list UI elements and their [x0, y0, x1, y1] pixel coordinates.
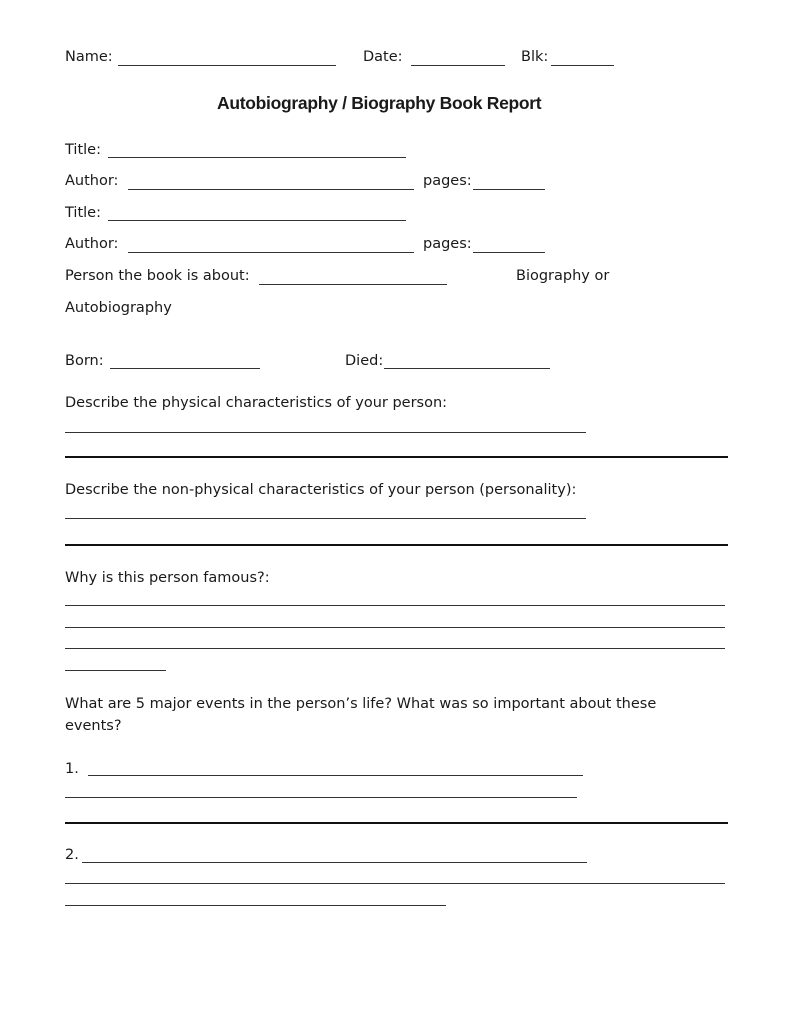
famous-answer-line-3[interactable]: [65, 648, 725, 649]
person-about-label: Person the book is about:: [65, 268, 250, 284]
book-2-author-field[interactable]: [128, 252, 414, 253]
name-field[interactable]: [118, 65, 336, 66]
event-1-number: 1.: [65, 761, 79, 777]
famous-question: Why is this person famous?:: [65, 570, 270, 586]
physical-answer-line-2[interactable]: [65, 456, 728, 458]
non-physical-answer-line-1[interactable]: [65, 518, 586, 519]
book-1-title-label: Title:: [65, 142, 101, 158]
book-1-pages-label: pages:: [423, 173, 472, 189]
page-title: Autobiography / Biography Book Report: [217, 93, 542, 113]
born-field[interactable]: [110, 368, 260, 369]
died-field[interactable]: [384, 368, 550, 369]
events-question-line2: events?: [65, 718, 122, 734]
name-label: Name:: [65, 49, 113, 65]
non-physical-question: Describe the non-physical characteristics of your person (personality):: [65, 482, 577, 498]
blk-field[interactable]: [551, 65, 614, 66]
born-label: Born:: [65, 353, 104, 369]
book-1-author-label: Author:: [65, 173, 119, 189]
event-2-answer-line-1[interactable]: [82, 862, 587, 863]
book-2-pages-field[interactable]: [473, 252, 545, 253]
event-1-answer-line-3[interactable]: [65, 822, 728, 824]
book-2-title-field[interactable]: [108, 220, 406, 221]
book-1-author-field[interactable]: [128, 189, 414, 190]
non-physical-answer-line-2[interactable]: [65, 544, 728, 546]
event-2-number: 2.: [65, 847, 79, 863]
book-1-title-field[interactable]: [108, 157, 406, 158]
blk-label: Blk:: [521, 49, 549, 65]
died-label: Died:: [345, 353, 384, 369]
book-2-pages-label: pages:: [423, 236, 472, 252]
book-type-label-line1: Biography or: [516, 268, 610, 284]
book-1-pages-field[interactable]: [473, 189, 545, 190]
physical-question: Describe the physical characteristics of your person:: [65, 395, 448, 411]
famous-answer-line-1[interactable]: [65, 605, 725, 606]
events-question-line1: What are 5 major events in the person’s life? What was so important about these: [65, 696, 657, 712]
date-label: Date:: [363, 49, 403, 65]
famous-answer-line-2[interactable]: [65, 627, 725, 628]
event-1-answer-line-2[interactable]: [65, 797, 577, 798]
famous-answer-line-4[interactable]: [65, 670, 166, 671]
date-field[interactable]: [411, 65, 505, 66]
person-about-field[interactable]: [259, 284, 447, 285]
book-2-author-label: Author:: [65, 236, 119, 252]
physical-answer-line-1[interactable]: [65, 432, 586, 433]
event-2-answer-line-2[interactable]: [65, 883, 725, 884]
event-1-answer-line-1[interactable]: [88, 775, 583, 776]
event-2-answer-line-3[interactable]: [65, 905, 446, 906]
book-2-title-label: Title:: [65, 205, 101, 221]
book-type-label-line2: Autobiography: [65, 300, 172, 316]
